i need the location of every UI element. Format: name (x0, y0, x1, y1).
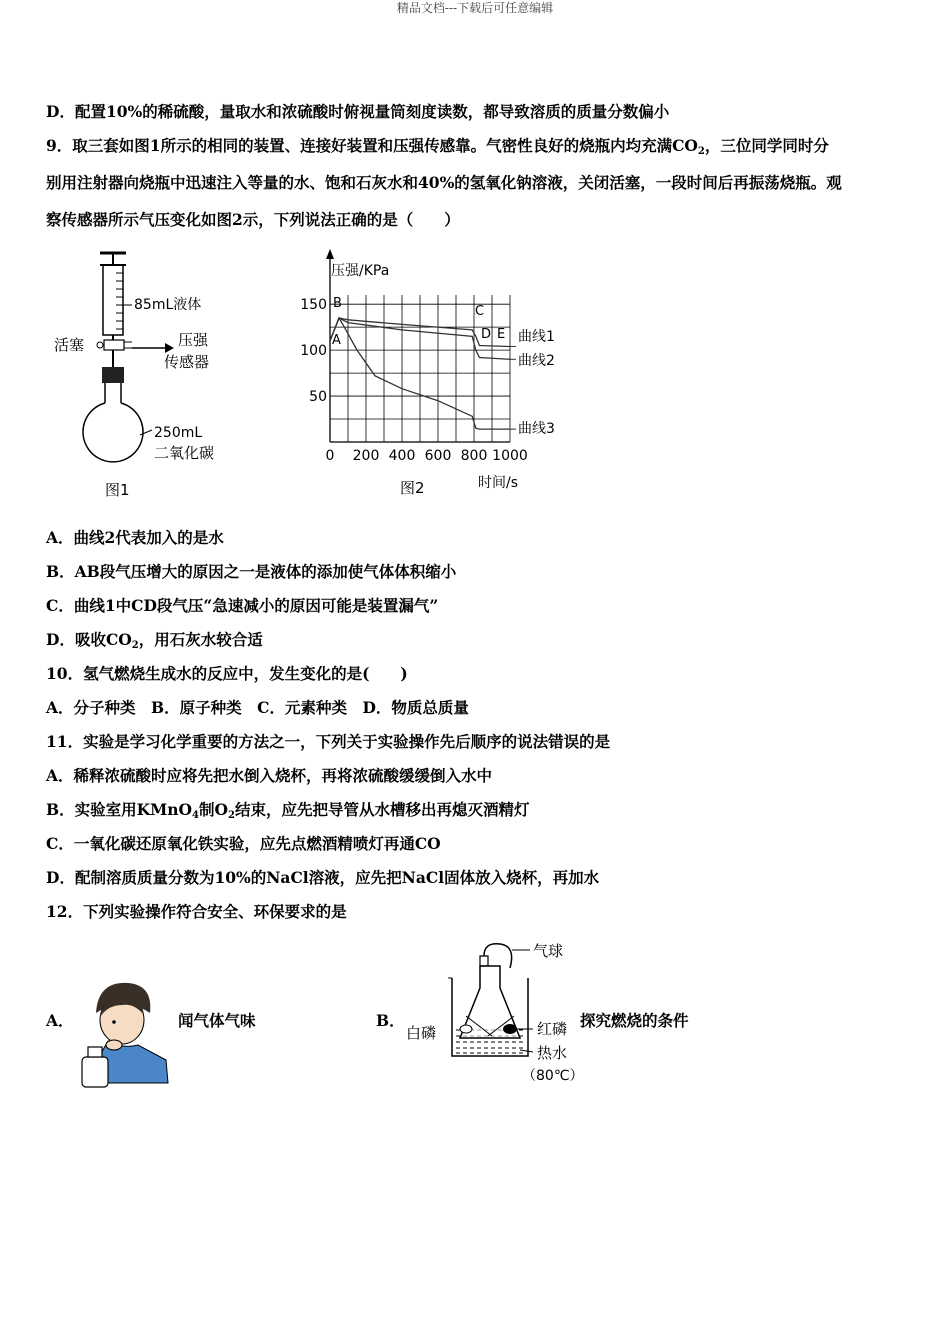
point-d-label: D (481, 327, 492, 342)
question-9-line-3: 察传感器所示气压变化如图2示，下列说法正确的是（ ） (46, 210, 460, 229)
question-10: 10．氢气燃烧生成水的反应中，发生变化的是( ) (46, 664, 408, 683)
x-tick-label: 200 (352, 448, 380, 464)
hot-water-label: 热水 (537, 1044, 568, 1062)
sensor-label-1: 压强 (178, 331, 209, 349)
q9-subscript: 2 (697, 146, 705, 157)
question-12: 12．下列实验操作符合安全、环保要求的是 (46, 902, 347, 921)
round-flask (83, 403, 143, 462)
q9-text-a: 9．取三套如图1所示的相同的装置、连接好装置和压强传感靠。气密性良好的烧瓶内均充满CO (46, 136, 698, 155)
point-e-label: E (497, 327, 506, 342)
q9-option-b: B．AB段气压增大的原因之一是液体的添加使气体体积缩小 (46, 562, 457, 581)
x-tick-label: 1000 (492, 448, 528, 464)
x-axis-label: 时间/s (478, 475, 519, 491)
q9d-subscript: 2 (131, 640, 139, 651)
q12-option-a-label: A． (46, 1011, 74, 1030)
question-10-options: A．分子种类 B．原子种类 C．元素种类 D．物质总质量 (46, 698, 469, 717)
point-b-label: B (333, 296, 342, 311)
question-11: 11．实验是学习化学重要的方法之一，下列关于实验操作先后顺序的说法错误的是 (46, 732, 611, 751)
q11b-text-b: 制O (198, 800, 228, 819)
figure-2-caption: 图2 (400, 479, 425, 497)
balloon-label: 气球 (533, 942, 564, 960)
q11b-text-c: 结束，应先把导管从水槽移出再熄灭酒精灯 (234, 800, 530, 819)
q12-option-b-text: 探究燃烧的条件 (580, 1011, 689, 1030)
combustion-experiment-illustration (400, 938, 585, 1088)
q9-text-b: ，三位同学同时分 (704, 136, 829, 155)
white-phosphorus-label: 白磷 (406, 1024, 437, 1042)
rubber-stopper (102, 367, 124, 383)
q12-option-b-label: B． (376, 1011, 405, 1030)
curve-1-label: 曲线1 (518, 329, 555, 345)
option-d-line: D．配置10%的稀硫酸，量取水和浓硫酸时俯视量筒刻度读数，都导致溶质的质量分数偏小 (46, 102, 670, 121)
y-axis-label: 压强/KPa (331, 263, 390, 279)
curve-3-label: 曲线3 (518, 421, 555, 437)
chart-ticks (300, 297, 528, 464)
q12-option-a-text: 闻气体气味 (178, 1011, 256, 1030)
flask-volume-label: 250mL (154, 425, 203, 441)
q9-option-d (46, 629, 263, 651)
hand (106, 1040, 122, 1050)
point-a-label: A (332, 333, 341, 348)
stopcock-label: 活塞 (54, 336, 85, 354)
liquid-label: 85mL液体 (134, 297, 202, 313)
q11-option-c: C．一氧化碳还原氧化铁实验，应先点燃酒精喷灯再通CO (46, 834, 441, 853)
y-axis-arrow (326, 249, 334, 259)
q9d-text-a: D．吸收CO (46, 630, 132, 649)
q11-option-b (46, 799, 529, 821)
q11-option-d: D．配制溶质质量分数为10%的NaCl溶液，应先把NaCl固体放入烧杯，再加水 (46, 868, 600, 887)
figure-1-apparatus (50, 245, 260, 505)
y-tick-label: 50 (309, 389, 327, 406)
white-phosphorus (460, 1025, 472, 1033)
x-tick-label: 800 (460, 448, 488, 464)
q11b-text-a: B．实验室用KMnO (46, 800, 193, 819)
q11b-subscript-1: 4 (192, 810, 199, 821)
y-tick-label: 150 (300, 297, 327, 314)
question-9-line-2: 别用注射器向烧瓶中迅速注入等量的水、饱和石灰水和40%的氢氧化钠溶液，关闭活塞，一段时间后再振荡烧瓶。观 (46, 173, 842, 192)
point-c-label: C (475, 304, 485, 319)
sensor-label-2: 传感器 (164, 353, 210, 371)
red-phosphorus-label: 红磷 (537, 1020, 568, 1038)
q9-option-a: A．曲线2代表加入的是水 (46, 528, 224, 547)
gas-bottle (82, 1057, 108, 1087)
figure-2-pressure-chart (295, 245, 585, 500)
stopcock-knob (97, 342, 103, 348)
page-header: 精品文档---下载后可任意编辑 (396, 1, 554, 15)
x-tick-label: 400 (388, 448, 416, 464)
q11b-subscript-2: 2 (228, 810, 235, 821)
q11-option-a: A．稀释浓硫酸时应将先把水倒入烧杯，再将浓硫酸缓缓倒入水中 (46, 766, 493, 785)
smelling-person-illustration (78, 975, 173, 1090)
temperature-label: （80℃） (522, 1068, 584, 1084)
figure-1-caption: 图1 (105, 481, 130, 499)
x-tick-label: 0 (325, 448, 335, 464)
y-tick-label: 100 (300, 343, 327, 360)
q9d-text-b: ，用石灰水较合适 (138, 630, 263, 649)
flask-gas-label: 二氧化碳 (154, 444, 215, 462)
q9-option-c: C．曲线1中CD段气压“急速减小的原因可能是装置漏气” (46, 596, 439, 615)
curve-2-label: 曲线2 (518, 353, 555, 369)
syringe-barrel (103, 265, 123, 335)
question-9-line-1 (46, 135, 829, 157)
red-phosphorus (503, 1024, 517, 1034)
x-tick-label: 600 (424, 448, 452, 464)
